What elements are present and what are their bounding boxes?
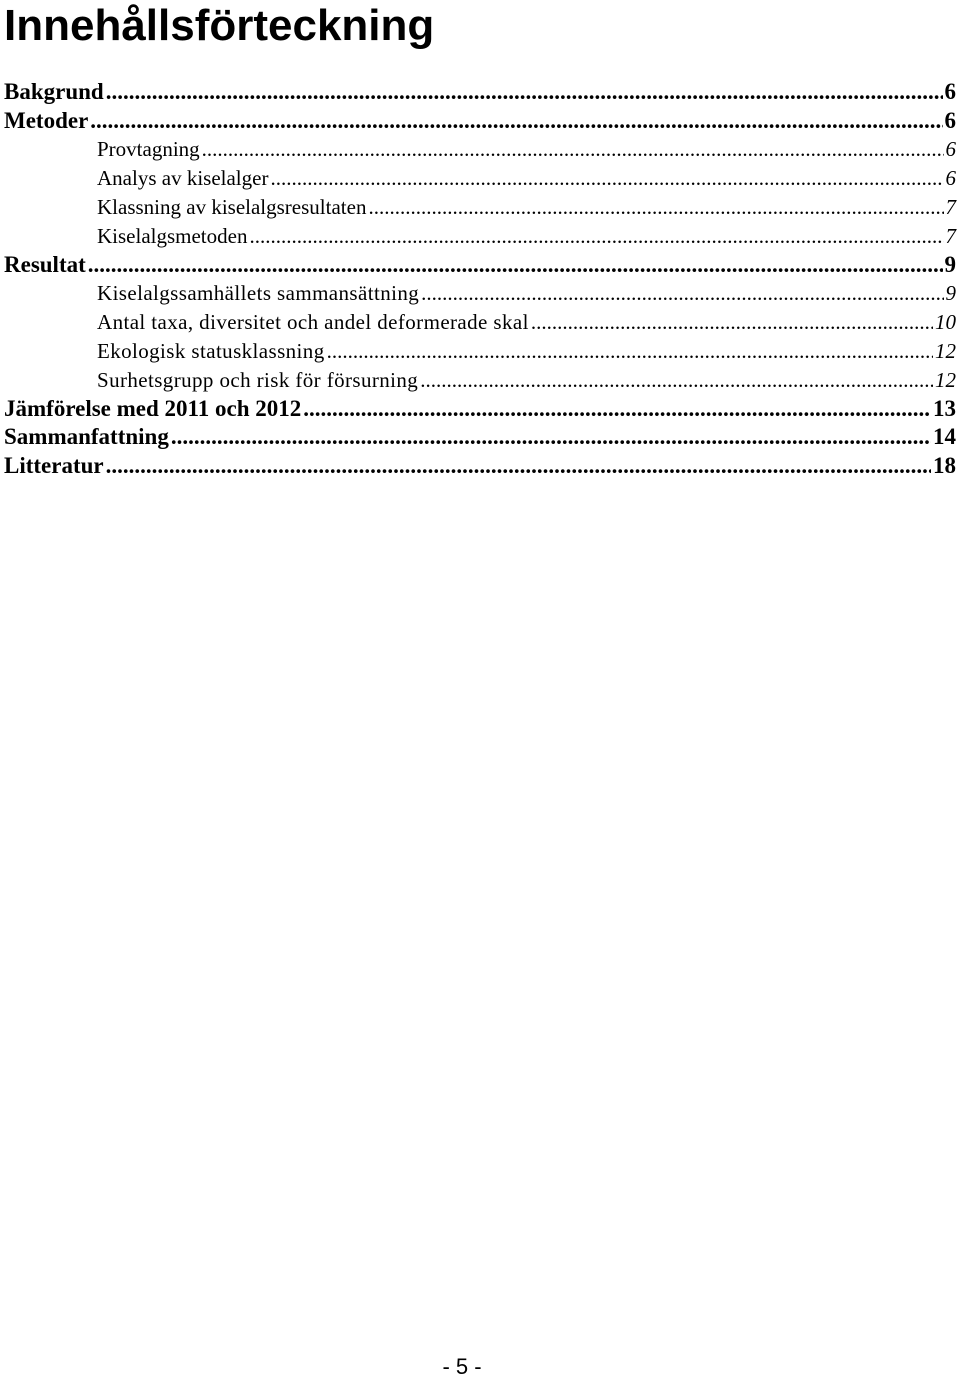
toc-entry[interactable] <box>0 452 960 481</box>
table-of-contents <box>0 78 960 481</box>
toc-entry-page: 9 <box>944 251 956 277</box>
toc-entry-page: 14 <box>933 424 956 450</box>
toc-entry[interactable] <box>0 395 960 424</box>
toc-entry[interactable] <box>0 280 960 309</box>
toc-entry-page: 18 <box>933 453 956 479</box>
toc-dot-leader <box>90 109 942 132</box>
toc-entry-label: Resultat <box>4 251 86 277</box>
toc-entry[interactable] <box>0 251 960 280</box>
toc-dot-leader <box>106 454 931 477</box>
toc-entry-label: Surhetsgrupp och risk för försurning <box>97 367 419 392</box>
toc-entry-page: 6 <box>945 166 956 191</box>
toc-entry[interactable] <box>0 424 960 453</box>
toc-entry-label: Jämförelse med 2011 och 2012 <box>4 395 302 421</box>
toc-entry-label: Litteratur <box>4 453 104 479</box>
toc-entry-page: 7 <box>945 194 956 219</box>
toc-dot-leader <box>106 80 943 103</box>
toc-entry-label: Analys av kiselalger <box>97 166 269 191</box>
toc-entry-label: Bakgrund <box>4 78 104 104</box>
toc-entry[interactable] <box>0 78 960 107</box>
toc-entry-label: Provtagning <box>97 137 200 162</box>
toc-entry-page: 6 <box>945 137 956 162</box>
toc-dot-leader <box>171 425 931 448</box>
toc-entry-page: 13 <box>933 395 956 421</box>
toc-dot-leader <box>202 139 944 160</box>
toc-entry-label: Metoder <box>4 107 89 133</box>
toc-entry-label: Kiselalgsmetoden <box>97 223 248 248</box>
page-title: Innehållsförteckning <box>4 1 435 50</box>
toc-entry[interactable] <box>0 107 960 136</box>
toc-dot-leader <box>88 253 943 276</box>
toc-dot-leader <box>368 197 943 218</box>
toc-entry-page: 7 <box>945 223 956 248</box>
toc-dot-leader <box>303 397 931 420</box>
toc-entry[interactable] <box>0 136 960 165</box>
toc-entry-label: Ekologisk statusklassning <box>97 338 325 363</box>
toc-entry[interactable] <box>0 366 960 395</box>
toc-entry[interactable] <box>0 308 960 337</box>
toc-entry-page: 12 <box>935 367 956 392</box>
toc-entry-label: Antal taxa, diversitet och andel deformerade skal <box>97 310 529 335</box>
toc-entry[interactable] <box>0 193 960 222</box>
page-number: - 5 - <box>442 1354 482 1379</box>
toc-entry-label: Sammanfattning <box>4 424 169 450</box>
toc-dot-leader <box>420 370 933 391</box>
toc-entry[interactable] <box>0 337 960 366</box>
toc-dot-leader <box>531 312 933 333</box>
toc-dot-leader <box>421 283 943 304</box>
toc-entry-page: 12 <box>935 338 956 363</box>
toc-entry-label: Kiselalgssamhällets sammansättning <box>97 281 420 306</box>
toc-dot-leader <box>270 168 943 189</box>
toc-dot-leader <box>249 226 943 247</box>
toc-entry-page: 6 <box>944 107 956 133</box>
toc-entry[interactable] <box>0 222 960 251</box>
toc-dot-leader <box>327 341 933 362</box>
toc-entry-page: 9 <box>945 281 956 306</box>
toc-entry-page: 6 <box>944 78 956 104</box>
toc-entry-label: Klassning av kiselalgsresultaten <box>97 194 367 219</box>
toc-entry-page: 10 <box>935 310 956 335</box>
toc-entry[interactable] <box>0 164 960 193</box>
